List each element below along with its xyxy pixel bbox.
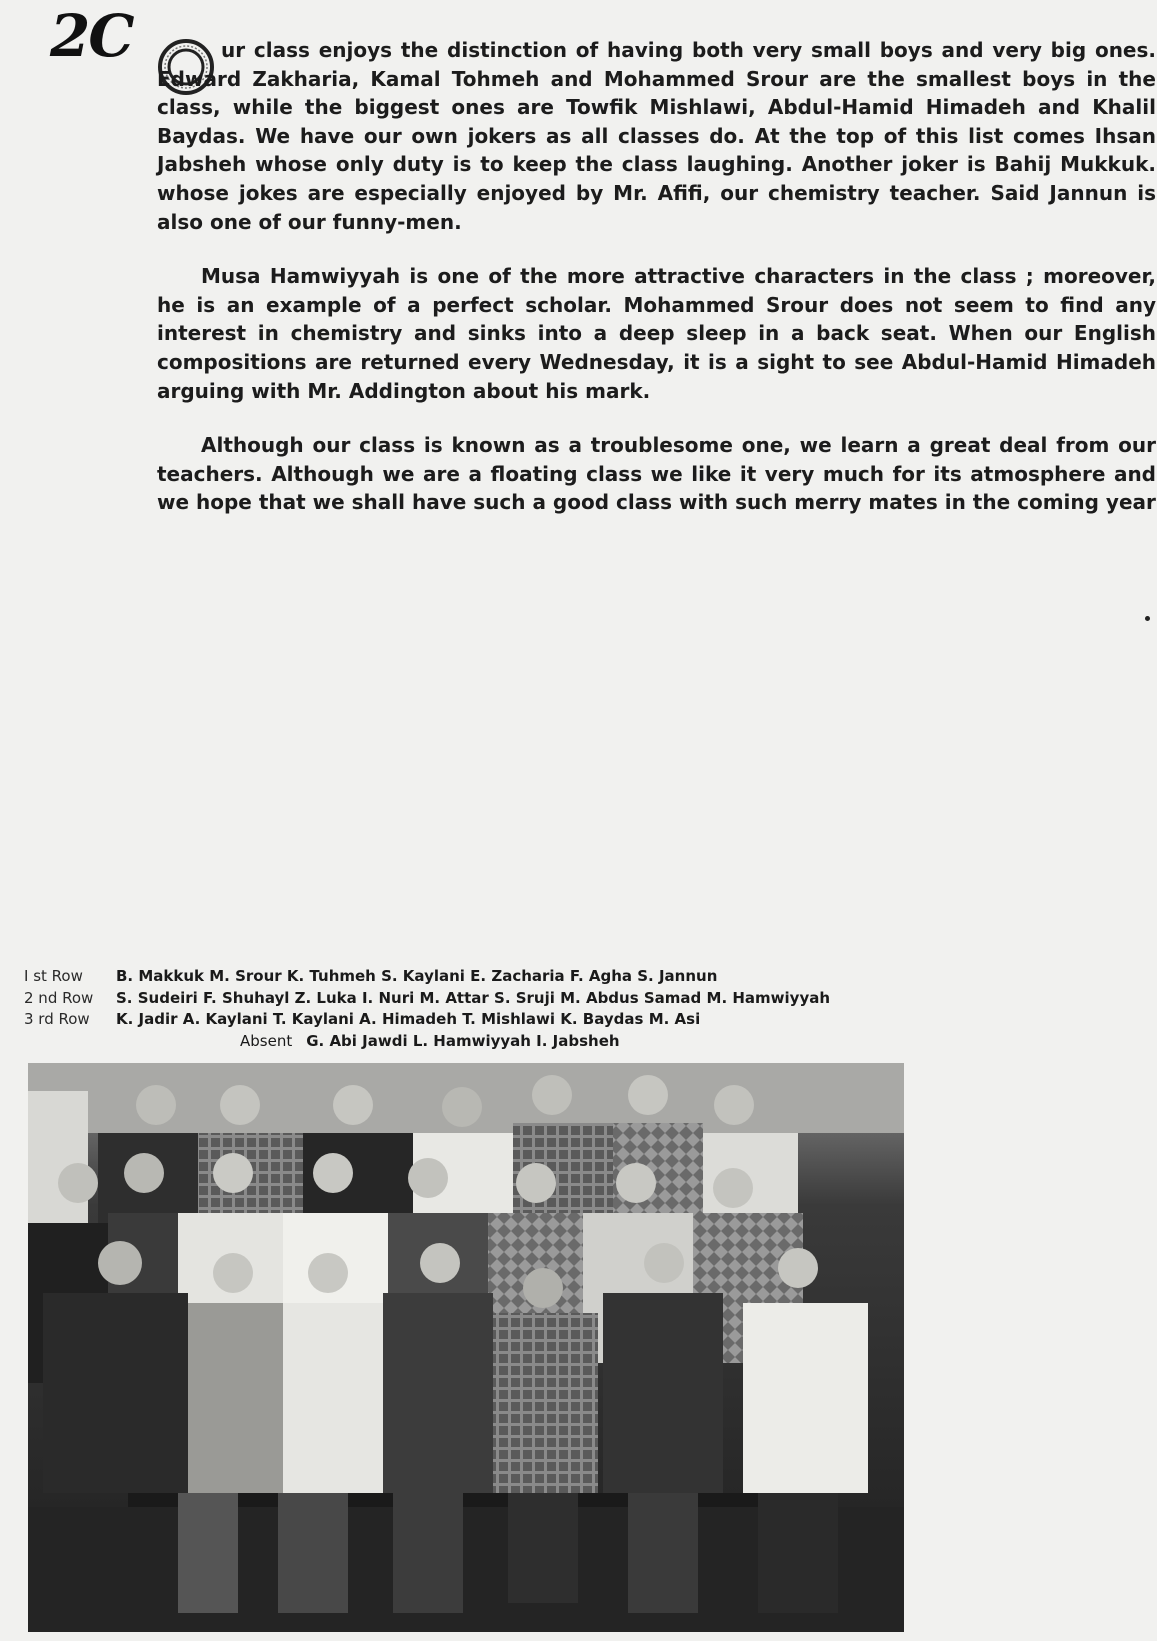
caption-row-1 — [24, 966, 830, 988]
class-photo-image — [28, 1063, 904, 1632]
row-label: 3 rd Row — [24, 1010, 90, 1028]
row-label: 2 nd Row — [24, 988, 94, 1007]
row-names: S. Sudeiri F. Shuhayl Z. Luka I. Nuri M. Attar S. Sruji M. Abdus Samad M. Hamwiyyah — [116, 988, 831, 1007]
photo-caption — [24, 966, 830, 1052]
caption-row-2 — [24, 988, 830, 1010]
ink-speck — [1145, 616, 1150, 621]
absent-names: G. Abi Jawdi L. Hamwiyyah I. Jabsheh — [306, 1031, 620, 1050]
caption-row-3 — [24, 1009, 830, 1031]
row-names: B. Makkuk M. Srour K. Tuhmeh S. Kaylani E. Zacharia F. Agha S. Jannun — [116, 967, 718, 985]
row-label: I st Row — [24, 967, 83, 985]
caption-absent — [24, 1031, 830, 1053]
absent-label: Absent — [240, 1031, 293, 1050]
paragraph-3: Although our class is known as a troublesome one, we learn a great deal from our teachers. Although we are a floating class we like it very much for its atmosphere and we hope that we shall have such a good class with such merry mates in the coming year — [157, 433, 1156, 515]
article-text — [157, 36, 1156, 517]
paragraph-1: ur class enjoys the distinction of having both very small boys and very big ones. Edward Zakharia, Kamal Tohmeh and Mohammed Srour are the smallest boys in the class, while the biggest ones are Towfik Mishlawi, Abdul-Hamid Himadeh and Khalil Baydas. We have our own jokers as all classes do. At the top of this list comes Ihsan Jabsheh whose only duty is to keep the class laughing. Another joker is Bahij Mukkuk. whose jokes are especially enjoyed by Mr. Afifi, our chemistry teacher. Said Jannun is also one of our funny-men. — [157, 38, 1156, 234]
section-mark: 2C — [50, 2, 133, 70]
paragraph-2: Musa Hamwiyyah is one of the more attractive characters in the class ; moreover, he is an example of a perfect scholar. Mohammed Srour does not seem to find any interest in chemistry and sinks into a deep sleep in a back seat. When our English compositions are returned every Wednesday, it is a sight to see Abdul-Hamid Himadeh arguing with Mr. Addington about his mark. — [157, 264, 1156, 403]
class-photo — [28, 1063, 904, 1632]
row-names: K. Jadir A. Kaylani T. Kaylani A. Himadeh T. Mishlawi K. Baydas M. Asi — [116, 1010, 701, 1028]
